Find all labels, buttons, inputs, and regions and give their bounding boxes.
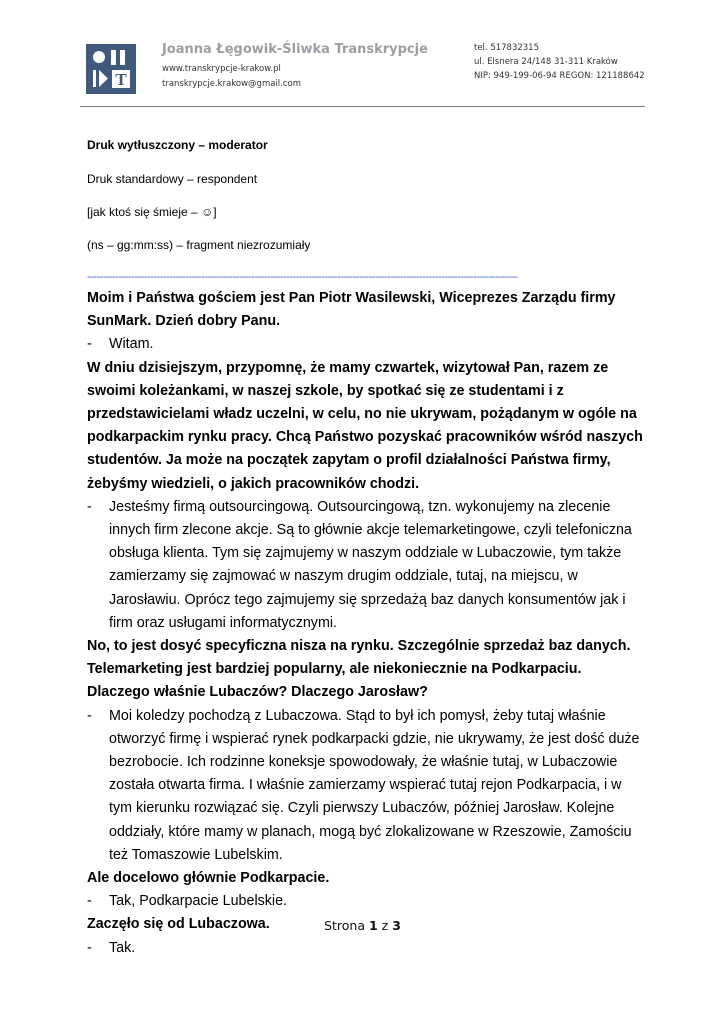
legend-moderator: Druk wytłuszczony – moderator bbox=[87, 138, 268, 152]
page-of: z bbox=[381, 918, 389, 933]
company-website: www.transkrypcje-krakow.pl bbox=[162, 64, 281, 74]
moderator-turn: W dniu dzisiejszym, przypomnę, że mamy czwartek, wizytował Pan, razem ze swoimi koleżankami, w naszej szkole, by spotkać się ze studentami i z przedstawicielami władz uczelni, w celu, no nie ukrywam, pożądanym w ogóle na podkarpackim rynku pracy. Chcą Państwo pozyskać pracowników wśród naszych studentów. Ja może na początek zapytam o profil działalności Państwa firmy, żebyśmy wiedzieli, o jakich pracowników chodzi. bbox=[87, 359, 643, 492]
legend-unclear: (ns – gg:mm:ss) – fragment niezrozumiały bbox=[87, 238, 311, 252]
company-address: ul. Elsnera 24/148 31-311 Kraków bbox=[474, 57, 618, 67]
company-logo bbox=[86, 44, 136, 94]
header-divider bbox=[80, 106, 645, 107]
current-page: 1 bbox=[368, 918, 378, 933]
transcript-body bbox=[87, 287, 647, 960]
company-tax-ids: NIP: 949-199-06-94 REGON: 121188642 bbox=[474, 71, 645, 81]
separator-line: ---------------------------------------------------------------------------------------------------------------------------------------- bbox=[87, 271, 518, 283]
respondent-turn: - Jesteśmy firmą outsourcingową. Outsourcingową, tzn. wykonujemy na zlecenie innych firm zlecone akcje. Są to głównie akcje telemarketingowe, czyli telefoniczna obsługa klienta. Tym się zajmujemy w naszym oddziale w Lubaczowie, tym także zamierzamy się zajmować w naszym drugim oddziale, tutaj, na miejscu, w Jarosławiu. Oprócz tego zajmujemy się sprzedażą baz danych konsumentów jak i firm oraz usługami informatycznymi. bbox=[87, 498, 632, 631]
respondent-turn: - Tak. bbox=[87, 939, 136, 956]
moderator-turn: Zaczęło się od Lubaczowa. bbox=[87, 916, 270, 933]
company-phone: tel. 517832315 bbox=[474, 43, 539, 53]
moderator-turn: Ale docelowo głównie Podkarpacie. bbox=[87, 870, 330, 887]
respondent-turn: - Witam. bbox=[87, 336, 154, 353]
page-label: Strona bbox=[324, 918, 365, 933]
legend-laugh: [jak ktoś się śmieje – ☺] bbox=[87, 205, 217, 219]
logo-letter: T bbox=[115, 70, 127, 89]
company-name: Joanna Łęgowik-Śliwka Transkrypcje bbox=[162, 42, 428, 57]
page-footer bbox=[0, 918, 725, 933]
total-pages: 3 bbox=[392, 918, 401, 933]
respondent-turn: - Moi koledzy pochodzą z Lubaczowa. Stąd to był ich pomysł, żeby tutaj właśnie otworzyć firmę i wspierać rynek podkarpacki gdzie, nie ukrywamy, że jest dość duże bezrobocie. Ich rodzinne koneksje spowodowały, że właśnie tutaj, w Lubaczowie została otwarta firma. I właśnie zamierzamy wspierać tutaj rejon Podkarpacia, i w tym kierunku rozwiązać się. Czyli pierwszy Lubaczów, później Jarosław. Kolejne oddziały, które mamy w planach, mogą być zlokalizowane w Rzeszowie, Zamościu też Tomaszowie Lubelskim. bbox=[87, 707, 640, 863]
legend-respondent: Druk standardowy – respondent bbox=[87, 172, 258, 186]
company-email: transkrypcje.krakow@gmail.com bbox=[162, 79, 302, 89]
moderator-turn: No, to jest dosyć specyficzna nisza na rynku. Szczególnie sprzedaż baz danych. Telemarketing jest bardziej popularny, ale niekoniecznie na Podkarpaciu. Dlaczego właśnie Lubaczów? Dlaczego Jarosław? bbox=[87, 638, 631, 701]
moderator-turn: Moim i Państwa gościem jest Pan Piotr Wasilewski, Wiceprezes Zarządu firmy SunMark. Dzień dobry Panu. bbox=[87, 290, 616, 330]
respondent-turn: - Tak, Podkarpacie Lubelskie. bbox=[87, 893, 288, 910]
